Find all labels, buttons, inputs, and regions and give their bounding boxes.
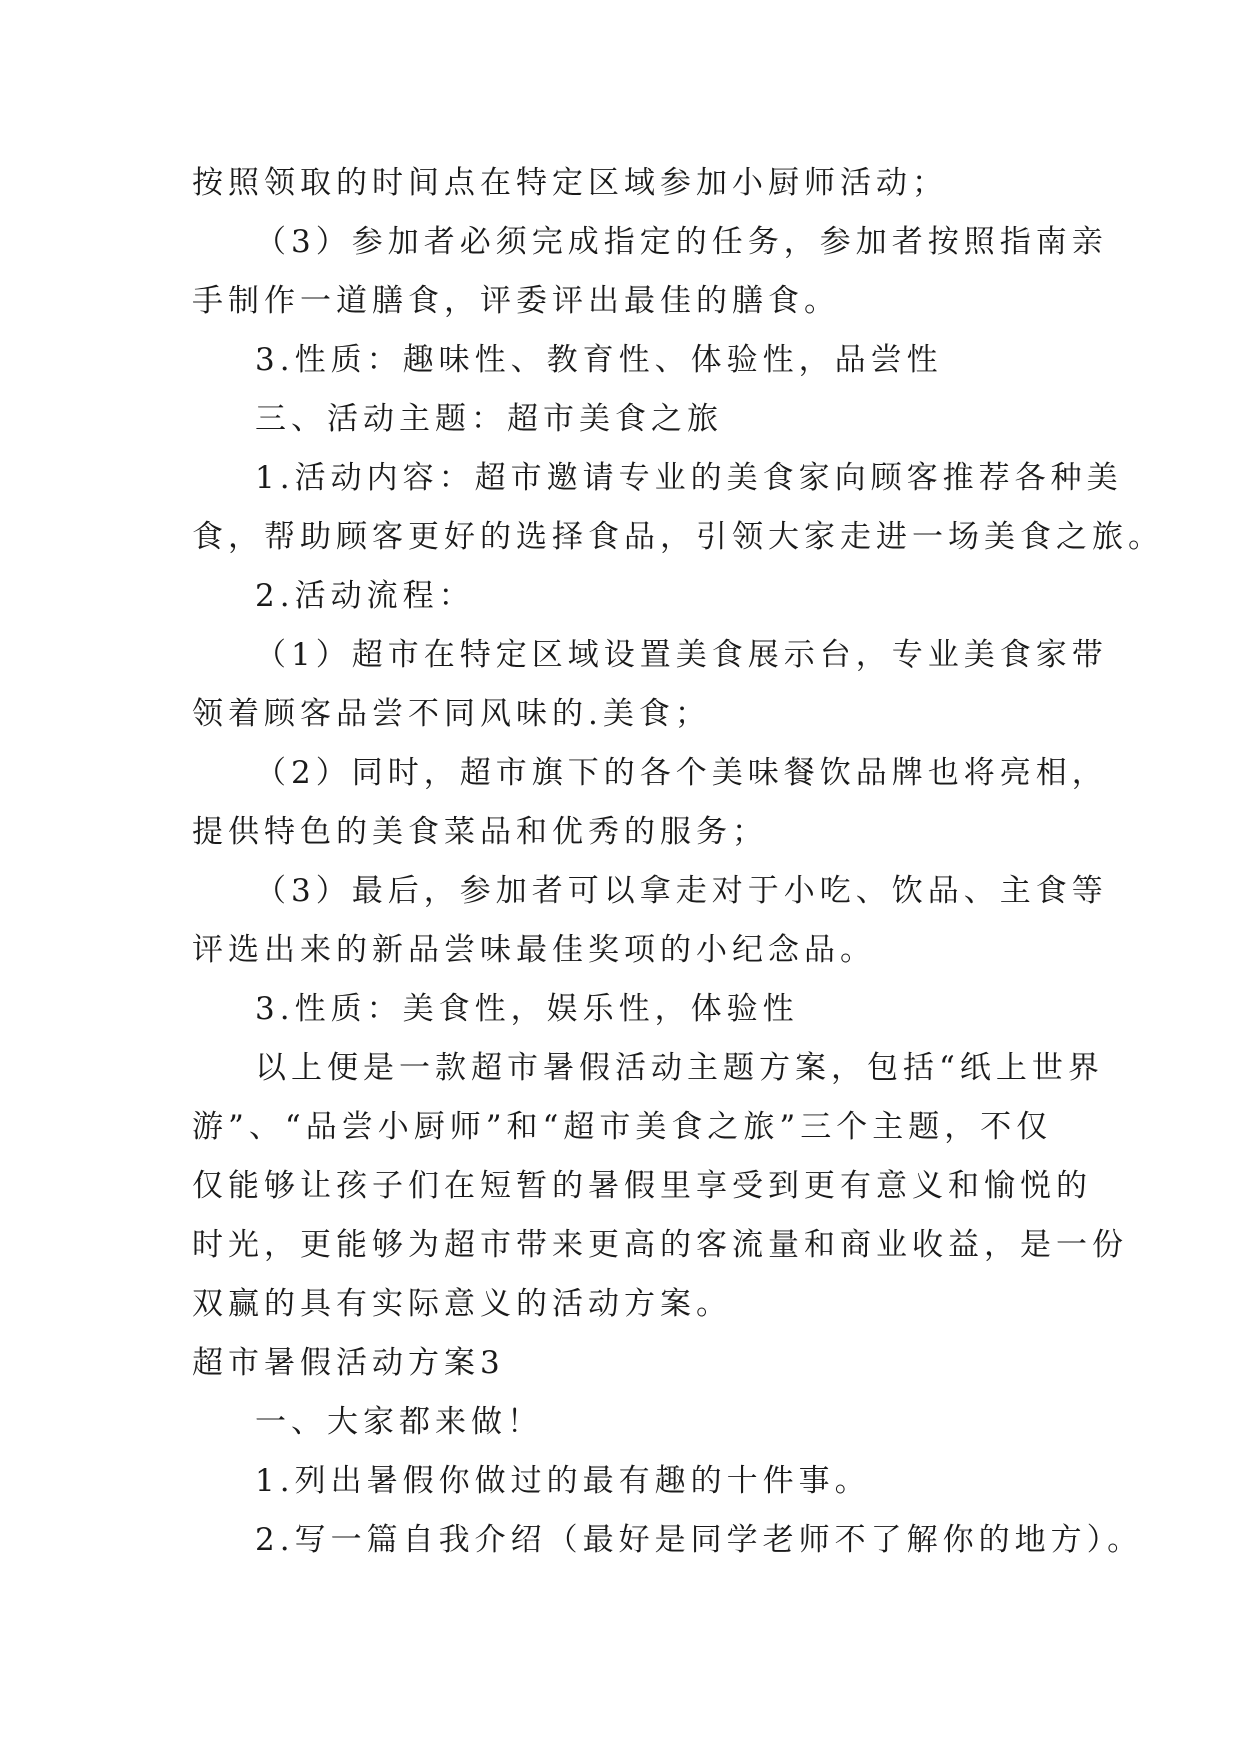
text-line: 时光，更能够为超市带来更高的客流量和商业收益，是一份 xyxy=(192,1227,1128,1263)
indented-text-line: 2.写一篇自我介绍（最好是同学老师不了解你的地方）。 xyxy=(255,1522,1144,1558)
indented-text-line: （2）同时，超市旗下的各个美味餐饮品牌也将亮相， xyxy=(255,755,1108,791)
indented-text-line: （1）超市在特定区域设置美食展示台，专业美食家带 xyxy=(255,637,1108,673)
text-line: 领着顾客品尝不同风味的.美食； xyxy=(192,696,711,732)
text-line: 双赢的具有实际意义的活动方案。 xyxy=(192,1286,732,1322)
text-line: 评选出来的新品尝味最佳奖项的小纪念品。 xyxy=(192,932,876,968)
indented-text-line: 3.性质：美食性，娱乐性，体验性 xyxy=(255,991,799,1027)
indented-text-line: 1.列出暑假你做过的最有趣的十件事。 xyxy=(255,1463,871,1499)
text-line: 超市暑假活动方案3 xyxy=(192,1345,505,1381)
indented-text-line: （3）最后，参加者可以拿走对于小吃、饮品、主食等 xyxy=(255,873,1108,909)
text-line: 按照领取的时间点在特定区域参加小厨师活动； xyxy=(192,165,948,201)
indented-text-line: 3.性质：趣味性、教育性、体验性，品尝性 xyxy=(255,342,943,378)
indented-text-line: 1.活动内容：超市邀请专业的美食家向顾客推荐各种美 xyxy=(255,460,1123,496)
text-line: 手制作一道膳食，评委评出最佳的膳食。 xyxy=(192,283,840,319)
text-line: 食，帮助顾客更好的选择食品，引领大家走进一场美食之旅。 xyxy=(192,519,1164,555)
indented-text-line: 三、活动主题：超市美食之旅 xyxy=(255,401,723,437)
indented-text-line: 2.活动流程： xyxy=(255,578,475,614)
text-line: 游”、“品尝小厨师”和“超市美食之旅”三个主题，不仅 xyxy=(192,1109,1053,1145)
indented-text-line: 以上便是一款超市暑假活动主题方案，包括“纸上世界 xyxy=(255,1050,1104,1086)
indented-text-line: 一、大家都来做！ xyxy=(255,1404,543,1440)
text-line: 仅能够让孩子们在短暂的暑假里享受到更有意义和愉悦的 xyxy=(192,1168,1092,1204)
text-line: 提供特色的美食菜品和优秀的服务； xyxy=(192,814,768,850)
document-body xyxy=(192,154,1164,1570)
indented-text-line: （3）参加者必须完成指定的任务，参加者按照指南亲 xyxy=(255,224,1108,260)
